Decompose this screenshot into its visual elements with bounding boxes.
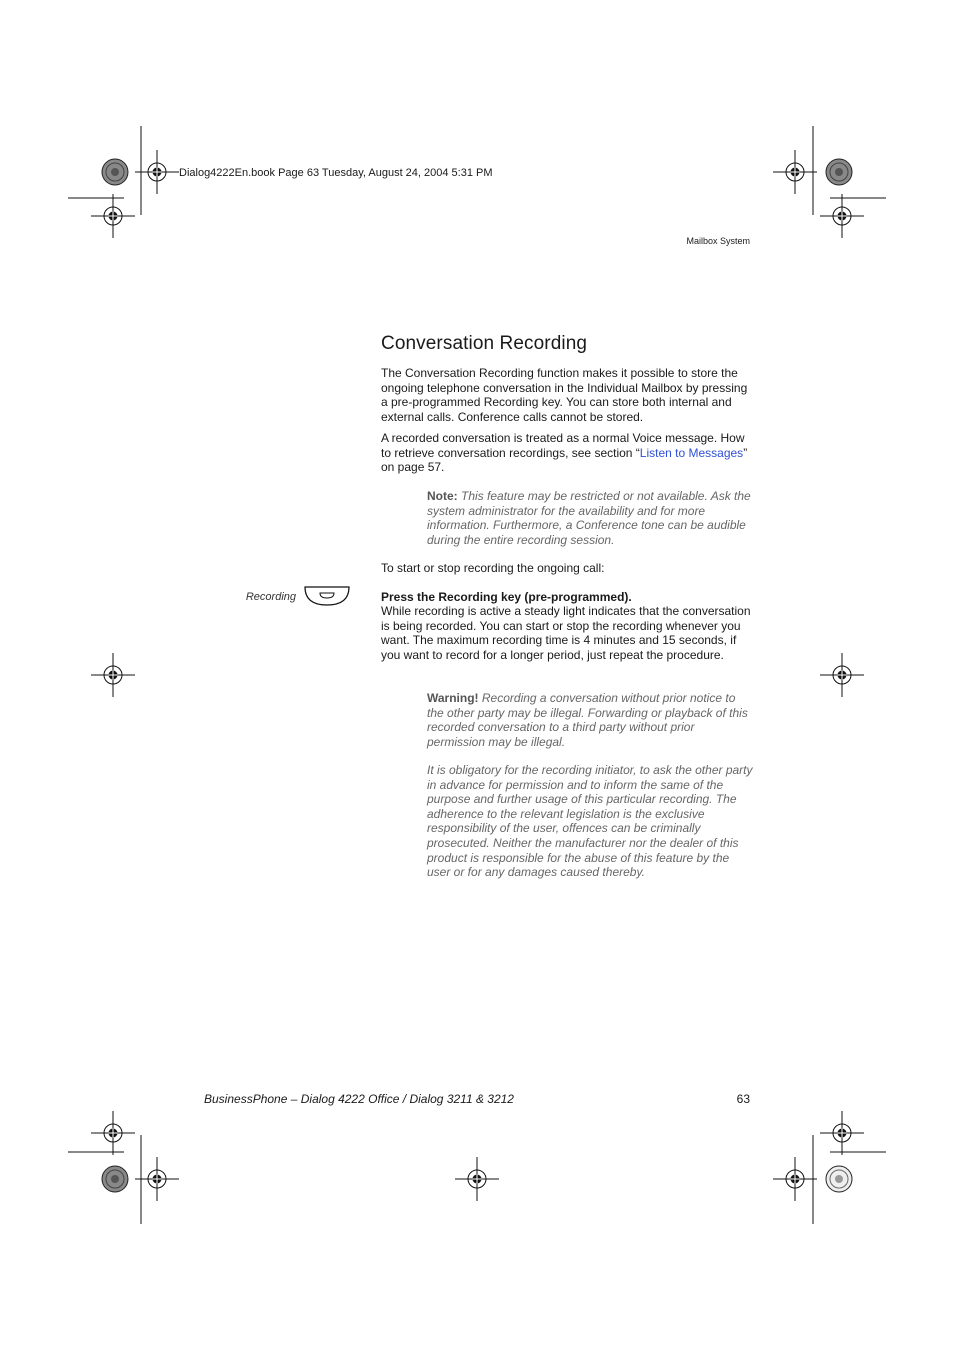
section-title: Conversation Recording (381, 333, 588, 354)
warning-legal-paragraph: It is obligatory for the recording initiator, to ask the other party in advance for permission and to inform the same of the purpose and further usage of this particular recording. The adherence to the relevant legislation is the exclusive responsibility of the user, offences can be criminally prosecuted. Neither the manufacturer nor the dealer of this product is responsible for the abuse of this feature by the user or for any damages caused thereby. (427, 763, 753, 880)
print-slug: Dialog4222En.book Page 63 Tuesday, August 24, 2004 5:31 PM (179, 167, 493, 179)
warning-legal-text (427, 763, 753, 880)
warning-label: Warning! (427, 691, 479, 705)
intro-paragraph-2-tail: ” on page 57. (381, 445, 748, 475)
footer-product-title: BusinessPhone – Dialog 4222 Office / Dialog 3211 & 3212 (204, 1092, 514, 1106)
intro-paragraph-1: The Conversation Recording function makes it possible to store the ongoing telephone conversation in the Individual Mailbox by pressing a pre-programmed Recording key. You can store both internal and external calls. Conference calls cannot be stored. (381, 366, 748, 424)
step-description: While recording is active a steady light indicates that the conversation is being recorded. You can start or stop the recording whenever you want. The maximum recording time is 4 minutes and 15 seconds, if you want to record for a longer period, just repeat the procedure. (381, 604, 751, 662)
warning-box (427, 691, 753, 749)
recording-key-icon (304, 586, 350, 606)
page-number: 63 (736, 1092, 750, 1106)
listen-to-messages-link[interactable]: Listen to Messages (639, 445, 744, 460)
recording-key-label: Recording (245, 591, 296, 603)
instruction-text: To start or stop recording the ongoing call: (381, 561, 605, 575)
note-box (427, 489, 753, 547)
intro-paragraph-2 (381, 431, 753, 475)
warning-text: Recording a conversation without prior notice to the other party may be illegal. Forwarding or playback of this recorded conversation to a third party without prior permission may be illegal. (427, 691, 748, 749)
note-text: This feature may be restricted or not available. Ask the system administrator for the availability and for more information. Furthermore, a Conference tone can be audible during the entire recording session. (427, 489, 751, 547)
running-head: Mailbox System (686, 236, 750, 246)
step-title: Press the Recording key (pre-programmed). (381, 590, 632, 604)
intro-paragraph-2-text: A recorded conversation is treated as a normal Voice message. How to retrieve conversation recordings, see section “ (381, 431, 745, 460)
note-label: Note: (427, 489, 458, 503)
